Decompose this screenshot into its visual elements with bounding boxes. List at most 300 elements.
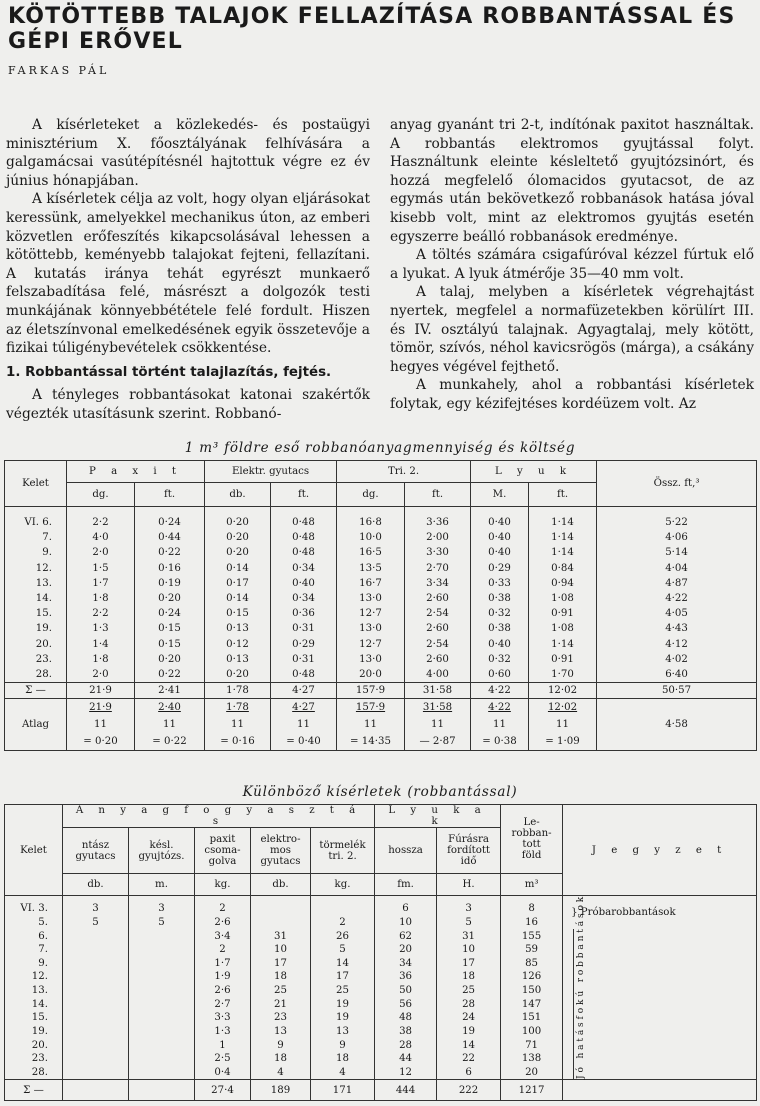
header-lyuk: L y u k (471, 461, 597, 483)
table-row (5, 896, 757, 916)
table-cell: 0·48 (271, 545, 337, 560)
author-name: FARKAS PÁL (8, 64, 110, 77)
table-cell (63, 956, 129, 970)
average-row (5, 716, 757, 733)
left-column (6, 116, 370, 424)
table-cell: 1·5 (67, 561, 135, 576)
table-cell: 4·00 (405, 667, 471, 683)
row-date: 7. (5, 530, 67, 545)
table-cell: 1·14 (529, 530, 597, 545)
table-cell: 10 (375, 916, 437, 930)
header-lerobb: Le- robban- tott föld (501, 805, 563, 874)
table-cell: 44 (375, 1052, 437, 1066)
paragraph: A kísérleteket a közlekedés- és postaügyi minisztérium X. főosztályának felhívására a galgamácsai vasútépítésnél hajtottuk végre ez év június hónapjában. (6, 117, 370, 189)
table-cell: 31 (437, 929, 501, 943)
table-cell: 25 (437, 984, 501, 998)
table-cell (63, 997, 129, 1011)
table-cell: 0·36 (271, 606, 337, 621)
table-cell: 0·13 (205, 621, 271, 636)
average-cell: 21·9 (67, 699, 135, 717)
table-cell: 126 (501, 970, 563, 984)
table-cell: 21 (251, 997, 311, 1011)
table-cell: 0·94 (529, 576, 597, 591)
note-proba: } Próbarobbantások (563, 896, 757, 930)
table-cell: 13·0 (337, 591, 405, 606)
table-cell: 4·87 (597, 576, 757, 591)
table-cell (129, 1025, 195, 1039)
table-row (5, 576, 757, 591)
table-cell: 0·34 (271, 591, 337, 606)
table1-caption: 1 m³ földre eső robbanóanyagmennyiség és költség (184, 440, 576, 456)
table-cell: 0·20 (205, 667, 271, 683)
unit-header: kg. (311, 874, 375, 896)
column-header: paxit csoma- golva (195, 828, 251, 874)
table-cell (311, 896, 375, 916)
table-cell: 1·08 (529, 591, 597, 606)
average-total: 4·58 (597, 716, 757, 733)
table-cell: 1 (195, 1038, 251, 1052)
average-cell: 12·02 (529, 699, 597, 717)
table-cell: 0·20 (135, 652, 205, 667)
row-date: VI. 6. (5, 507, 67, 531)
table-cell: 138 (501, 1052, 563, 1066)
table-row (5, 929, 757, 943)
table-cell: 4 (251, 1065, 311, 1079)
table-cell: 18 (311, 1052, 375, 1066)
table-cell: 0·20 (205, 545, 271, 560)
table-cell: 16 (501, 916, 563, 930)
table-cell: 4·0 (67, 530, 135, 545)
table-cell (129, 970, 195, 984)
table-cell: 10 (437, 943, 501, 957)
average-cell: 1·78 (205, 699, 271, 717)
article-title: KÖTÖTTEBB TALAJOK FELLAZÍTÁSA ROBBANTÁSSAL ÉS GÉPI ERŐVEL (8, 4, 736, 54)
table-cell: 31 (251, 929, 311, 943)
table-cell (251, 896, 311, 916)
header-kelet: Kelet (5, 805, 63, 896)
table-row (5, 667, 757, 683)
row-date: 7. (5, 943, 63, 957)
sub-header: dg. (337, 483, 405, 507)
table-cell (129, 997, 195, 1011)
table-cell: 0·13 (205, 652, 271, 667)
table-cell: 0·20 (135, 591, 205, 606)
row-date: 14. (5, 997, 63, 1011)
table-cell: 9 (311, 1038, 375, 1052)
table-cell (63, 943, 129, 957)
column-header: késl. gyujtózs. (129, 828, 195, 874)
header-kelet: Kelet (5, 461, 67, 507)
sum-cell: 222 (437, 1080, 501, 1101)
table-cell: 100 (501, 1025, 563, 1039)
table-cell: 1·8 (67, 652, 135, 667)
paragraph: A tényleges robbantásokat katonai szakértők végezték utasításunk szerint. Robbanó- (6, 387, 370, 422)
table-cell: 1·3 (195, 1025, 251, 1039)
table-cell: 5 (129, 916, 195, 930)
row-date: VI. 3. (5, 896, 63, 916)
table-cell (63, 1065, 129, 1079)
table-cell: 0·40 (271, 576, 337, 591)
table-cell: 2·60 (405, 591, 471, 606)
average-cell: 11 (405, 716, 471, 733)
table-row (5, 637, 757, 652)
table-cell: 10·0 (337, 530, 405, 545)
row-date: 13. (5, 984, 63, 998)
table-cell: 0·20 (205, 530, 271, 545)
table-cell: 4·02 (597, 652, 757, 667)
table-cell: 0·15 (135, 637, 205, 652)
table-cell: 2·0 (67, 545, 135, 560)
table-cell: 13 (251, 1025, 311, 1039)
table-cell: 0·40 (471, 530, 529, 545)
table-cell: 4·22 (597, 591, 757, 606)
table-cell (129, 1052, 195, 1066)
table-cell: 4·43 (597, 621, 757, 636)
table-row (5, 507, 757, 531)
average-cell: = 0·40 (271, 733, 337, 751)
table-cell: 1·3 (67, 621, 135, 636)
table-cell: 0·20 (205, 507, 271, 531)
table-cell (129, 943, 195, 957)
header-jegyzet: J e g y z e t (563, 805, 757, 896)
table-row (5, 591, 757, 606)
table-cell (129, 984, 195, 998)
row-date: 6. (5, 929, 63, 943)
table-cell (63, 929, 129, 943)
table-cell: 25 (311, 984, 375, 998)
sum-cell: 2·41 (135, 683, 205, 699)
average-cell: = 0·38 (471, 733, 529, 751)
table-cell: 1·14 (529, 637, 597, 652)
table-cell: 3·3 (195, 1011, 251, 1025)
table-cell: 0·29 (271, 637, 337, 652)
column-header: elektro- mos gyutacs (251, 828, 311, 874)
table-cell (129, 929, 195, 943)
paragraph: anyag gyanánt tri 2-t, indítónak paxitot használtak. A robbantás elektromos gyujtással folyt. Használtunk eleinte késleltető gyujtózsinórt, és hozzá megfelelő ólomacidos gyutacsot, de az egymás után bekövetkező robbanások hatása jóval kisebb volt, mint az elektromos gyujtás esetén egyszerre beálló robbanások eredménye. (390, 117, 754, 245)
table-cell: 0·38 (471, 621, 529, 636)
table-cell: 2·0 (67, 667, 135, 683)
header-ossz: Össz. ft,³ (597, 461, 757, 507)
table-cell: 1·4 (67, 637, 135, 652)
table-cell: 2 (195, 943, 251, 957)
table-cell: 0·38 (471, 591, 529, 606)
table-cell: 5·14 (597, 545, 757, 560)
table-cell: 48 (375, 1011, 437, 1025)
unit-header: kg. (195, 874, 251, 896)
table-cell: 20 (501, 1065, 563, 1079)
table-cell: 2·60 (405, 621, 471, 636)
table-cell: 2·2 (67, 507, 135, 531)
table-cell: 17 (311, 970, 375, 984)
table-cell: 85 (501, 956, 563, 970)
table-cell: 17 (437, 956, 501, 970)
sum-cell: 31·58 (405, 683, 471, 699)
header-tri: Tri. 2. (337, 461, 471, 483)
sum-cell: 171 (311, 1080, 375, 1101)
table-cell: 1·7 (67, 576, 135, 591)
table-cell: 13·0 (337, 621, 405, 636)
table-cell: 1·14 (529, 545, 597, 560)
table-cell: 5 (437, 916, 501, 930)
row-date: 23. (5, 1052, 63, 1066)
table-cell: 151 (501, 1011, 563, 1025)
row-date: 5. (5, 916, 63, 930)
average-cell: = 1·09 (529, 733, 597, 751)
table-cell: 56 (375, 997, 437, 1011)
average-cell: = 0·16 (205, 733, 271, 751)
sum-label: Σ — (5, 683, 67, 699)
sum-cell: 4·27 (271, 683, 337, 699)
table-cell: 19 (311, 997, 375, 1011)
sub-header: M. (471, 483, 529, 507)
table-cell: 9 (251, 1038, 311, 1052)
sum-label: Σ — (5, 1080, 63, 1101)
average-cell: 11 (205, 716, 271, 733)
sub-header: ft. (135, 483, 205, 507)
table-cell (63, 1011, 129, 1025)
row-date: 20. (5, 1038, 63, 1052)
table-cell: 13·5 (337, 561, 405, 576)
table-cell: 6·40 (597, 667, 757, 683)
table-cell: 1·9 (195, 970, 251, 984)
table-cell (129, 1011, 195, 1025)
sum-row (5, 1080, 757, 1101)
table-cell: 18 (251, 970, 311, 984)
table-cell: 28 (437, 997, 501, 1011)
table-cell: 0·48 (271, 667, 337, 683)
average-cell: — 2·87 (405, 733, 471, 751)
table-cell: 2·5 (195, 1052, 251, 1066)
table-cell: 16·5 (337, 545, 405, 560)
table-cell: 17 (251, 956, 311, 970)
table-cell (251, 916, 311, 930)
table-cell: 1·7 (195, 956, 251, 970)
sum-cell: 4·22 (471, 683, 529, 699)
sum-cell (129, 1080, 195, 1101)
table-cell: 8 (501, 896, 563, 916)
table-cell: 25 (251, 984, 311, 998)
table-cell: 6 (375, 896, 437, 916)
average-cell: = 0·22 (135, 733, 205, 751)
table-cell: 4·05 (597, 606, 757, 621)
table-cell: 0·44 (135, 530, 205, 545)
table-cell: 4 (311, 1065, 375, 1079)
table-cell: 0·17 (205, 576, 271, 591)
table-cell: 0·24 (135, 507, 205, 531)
table-cell: 14 (437, 1038, 501, 1052)
table-cell: 0·48 (271, 507, 337, 531)
column-header: hossza (375, 828, 437, 874)
sub-header: dg. (67, 483, 135, 507)
average-cell: 11 (529, 716, 597, 733)
row-date: 12. (5, 970, 63, 984)
table-cell: 0·29 (471, 561, 529, 576)
table-cell: 16·7 (337, 576, 405, 591)
row-date: 23. (5, 652, 67, 667)
header-paxit: P a x i t (67, 461, 205, 483)
header-lyukak: L y u k a k (375, 805, 501, 828)
table-cell: 1·70 (529, 667, 597, 683)
table-cell: 155 (501, 929, 563, 943)
table-cell: 71 (501, 1038, 563, 1052)
table-cell (63, 970, 129, 984)
average-cell: 31·58 (405, 699, 471, 717)
table-cell: 1·08 (529, 621, 597, 636)
table-cell: 2·60 (405, 652, 471, 667)
note-jo: J ó h a t á s f o k ú r o b b a n t á s o k (573, 929, 587, 1079)
table-cell: 2 (311, 916, 375, 930)
table-cell: 0·31 (271, 652, 337, 667)
table-cell: 0·32 (471, 606, 529, 621)
table-cell: 0·15 (135, 621, 205, 636)
table2-caption: Különböző kísérletek (robbantással) (242, 784, 518, 800)
table-cell: 0·31 (271, 621, 337, 636)
average-cell: 157·9 (337, 699, 405, 717)
table-cell: 0·84 (529, 561, 597, 576)
table-cell: 5 (311, 943, 375, 957)
explosive-cost-table (4, 460, 757, 751)
table-cell: 147 (501, 997, 563, 1011)
sum-cell: 12·02 (529, 683, 597, 699)
table-cell: 36 (375, 970, 437, 984)
table-cell (129, 1038, 195, 1052)
average-cell: 11 (337, 716, 405, 733)
table-cell: 3·4 (195, 929, 251, 943)
sum-cell: 157·9 (337, 683, 405, 699)
table-cell: 20·0 (337, 667, 405, 683)
average-cell: 4·27 (271, 699, 337, 717)
table-cell: 10 (251, 943, 311, 957)
table-cell: 3·36 (405, 507, 471, 531)
average-cell: = 0·20 (67, 733, 135, 751)
table-cell: 14 (311, 956, 375, 970)
paragraph: A töltés számára csigafúróval kézzel fúrtuk elő a lyukat. A lyuk átmérője 35—40 mm volt. (390, 247, 754, 282)
table-cell: 5 (63, 916, 129, 930)
unit-header: H. (437, 874, 501, 896)
table-cell: 5·22 (597, 507, 757, 531)
table-cell: 3 (437, 896, 501, 916)
table-cell: 13·0 (337, 652, 405, 667)
row-date: 28. (5, 1065, 63, 1079)
row-date: 15. (5, 606, 67, 621)
table-cell: 0·34 (271, 561, 337, 576)
table-cell: 50 (375, 984, 437, 998)
sub-header: ft. (271, 483, 337, 507)
table-cell: 6 (437, 1065, 501, 1079)
row-date: 9. (5, 545, 67, 560)
table-cell: 12 (375, 1065, 437, 1079)
table-cell: 2 (195, 896, 251, 916)
table-cell: 62 (375, 929, 437, 943)
table-cell: 28 (375, 1038, 437, 1052)
table-cell (129, 956, 195, 970)
table-cell: 0·33 (471, 576, 529, 591)
header-anyag: A n y a g f o g y a s z t á s (63, 805, 375, 828)
table-cell: 2·00 (405, 530, 471, 545)
sum-cell: 444 (375, 1080, 437, 1101)
sum-cell: 21·9 (67, 683, 135, 699)
average-row (5, 699, 757, 717)
average-cell: 2·40 (135, 699, 205, 717)
experiments-table (4, 804, 757, 1101)
row-date: 12. (5, 561, 67, 576)
table-row (5, 545, 757, 560)
header-elektr: Elektr. gyutacs (205, 461, 337, 483)
table-cell: 12·7 (337, 606, 405, 621)
table-cell: 20 (375, 943, 437, 957)
sum-cell: 27·4 (195, 1080, 251, 1101)
table-cell: 0·32 (471, 652, 529, 667)
table-cell: 38 (375, 1025, 437, 1039)
right-column (390, 116, 754, 414)
table-cell: 19 (437, 1025, 501, 1039)
table-cell: 59 (501, 943, 563, 957)
average-cell: 11 (135, 716, 205, 733)
average-row (5, 733, 757, 751)
table-cell: 2·6 (195, 916, 251, 930)
sub-header: ft. (405, 483, 471, 507)
unit-header: m. (129, 874, 195, 896)
row-date: 14. (5, 591, 67, 606)
table-row (5, 530, 757, 545)
sub-header: db. (205, 483, 271, 507)
row-date: 20. (5, 637, 67, 652)
table-cell: 13 (311, 1025, 375, 1039)
table-cell: 150 (501, 984, 563, 998)
table-cell: 1·8 (67, 591, 135, 606)
sum-cell: 1·78 (205, 683, 271, 699)
paragraph: A kísérletek célja az volt, hogy olyan eljárásokat keressünk, amelyekkel mechanikus úton, az emberi közvetlen erőfeszítés kikapcsolásával lehessen a kötöttebb, keményebb talajokat fejteni, fellazítani. A kutatás iránya tehát egyrészt munkaerő felszabadítása felé, másrészt a dolgozók testi munkájának könnyebbététele felé fordult. Hiszen az életszínvonal emelkedésének egyik összetevője a fizikai túligénybevételek csökkentése. (6, 191, 370, 357)
table-cell: 0·14 (205, 561, 271, 576)
table-cell: 2·6 (195, 984, 251, 998)
table-cell: 0·40 (471, 637, 529, 652)
table-cell: 0·22 (135, 667, 205, 683)
table-cell: 1·14 (529, 507, 597, 531)
table-cell: 19 (311, 1011, 375, 1025)
table-cell (63, 984, 129, 998)
table-cell: 0·19 (135, 576, 205, 591)
table-row (5, 606, 757, 621)
average-label: Atlag (5, 716, 67, 733)
column-header: törmelék tri. 2. (311, 828, 375, 874)
unit-header: db. (63, 874, 129, 896)
table-cell (63, 1025, 129, 1039)
table-cell: 0·40 (471, 507, 529, 531)
column-header: ntász gyutacs (63, 828, 129, 874)
row-date: 13. (5, 576, 67, 591)
table-row (5, 621, 757, 636)
table-cell: 4·12 (597, 637, 757, 652)
row-date: 9. (5, 956, 63, 970)
table-cell: 2·70 (405, 561, 471, 576)
table-cell: 3·30 (405, 545, 471, 560)
table-cell: 4·04 (597, 561, 757, 576)
unit-header: m³ (501, 874, 563, 896)
average-cell: 11 (271, 716, 337, 733)
table-cell: 0·60 (471, 667, 529, 683)
table-cell: 23 (251, 1011, 311, 1025)
row-date: 19. (5, 621, 67, 636)
table-cell: 18 (437, 970, 501, 984)
table-cell: 0·14 (205, 591, 271, 606)
table-row (5, 652, 757, 667)
sub-header: ft. (529, 483, 597, 507)
section-heading: 1. Robbantással történt talajlazítás, fejtés. (6, 364, 332, 380)
sum-cell: 1217 (501, 1080, 563, 1101)
table-cell: 4·06 (597, 530, 757, 545)
table-cell: 0·15 (205, 606, 271, 621)
table-cell: 0·12 (205, 637, 271, 652)
